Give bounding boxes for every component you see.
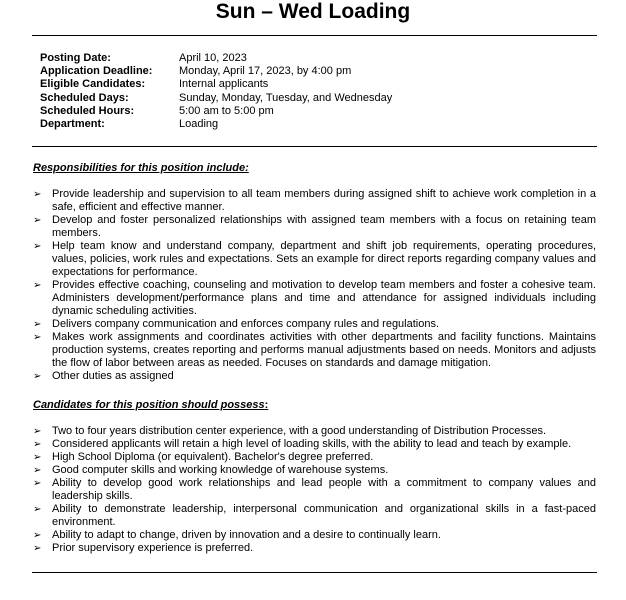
arrow-bullet-icon: ➢: [33, 241, 42, 252]
arrow-bullet-icon: ➢: [33, 439, 42, 450]
detail-label: Eligible Candidates:: [40, 78, 146, 91]
list-item: [33, 331, 596, 370]
posting-details: [40, 52, 392, 131]
list-item-text: Provide leadership and supervision to all team members during assigned shift to achieve work completion in a safe, efficient and effective manner.: [52, 188, 596, 213]
detail-value: April 10, 2023: [179, 52, 247, 64]
detail-label: Application Deadline:: [40, 65, 153, 78]
divider-bottom: [32, 572, 597, 573]
arrow-bullet-icon: ➢: [33, 319, 42, 330]
arrow-bullet-icon: ➢: [33, 530, 42, 541]
list-item-text: Prior supervisory experience is preferred.: [52, 542, 254, 554]
detail-label: Scheduled Days:: [40, 91, 129, 104]
list-item-text: Other duties as assigned: [52, 370, 174, 382]
list-item-text: Ability to adapt to change, driven by innovation and a desire to continually learn.: [52, 529, 441, 541]
list-item-text: Good computer skills and working knowledge of warehouse systems.: [52, 464, 389, 476]
arrow-bullet-icon: ➢: [33, 426, 42, 437]
list-item: [33, 425, 596, 438]
list-item: [33, 370, 596, 383]
detail-row: [40, 105, 392, 118]
arrow-bullet-icon: ➢: [33, 504, 42, 515]
divider-top: [32, 35, 597, 36]
list-item-text: Develop and foster personalized relationships with assigned team members with a focus on retaining team members.: [52, 214, 596, 239]
arrow-bullet-icon: ➢: [33, 189, 42, 200]
list-item: [33, 464, 596, 477]
list-item: [33, 503, 596, 529]
list-item: [33, 438, 596, 451]
responsibilities-heading: Responsibilities for this position include:: [33, 162, 249, 174]
qualifications-heading-text: Candidates for this position should possess: [33, 399, 265, 411]
arrow-bullet-icon: ➢: [33, 280, 42, 291]
qualifications-list: [33, 425, 596, 555]
arrow-bullet-icon: ➢: [33, 478, 42, 489]
detail-row: [40, 78, 392, 91]
detail-value: Monday, April 17, 2023, by 4:00 pm: [179, 65, 352, 78]
list-item: [33, 542, 596, 555]
list-item-text: High School Diploma (or equivalent). Bachelor's degree preferred.: [52, 451, 374, 463]
list-item: [33, 188, 596, 214]
arrow-bullet-icon: ➢: [33, 371, 42, 382]
list-item-text: Ability to demonstrate leadership, interpersonal communication and organizational skills in a fast-paced environment.: [52, 503, 596, 528]
arrow-bullet-icon: ➢: [33, 215, 42, 226]
arrow-bullet-icon: ➢: [33, 465, 42, 476]
detail-label: Department:: [40, 117, 105, 130]
list-item: [33, 214, 596, 240]
qualifications-heading-colon: :: [264, 399, 269, 411]
list-item: [33, 477, 596, 503]
detail-value: 5:00 am to 5:00 pm: [179, 104, 274, 117]
list-item-text: Provides effective coaching, counseling and motivation to develop team members and foster a cohesive team. Administers development/performance plans and time and attendance for assigned individuals including dynamic scheduling activities.: [52, 279, 596, 317]
list-item: [33, 529, 596, 542]
detail-value: Internal applicants: [179, 78, 269, 91]
list-item-text: Two to four years distribution center experience, with a good understanding of Distribution Processes.: [52, 425, 547, 437]
list-item: [33, 279, 596, 318]
list-item-text: Makes work assignments and coordinates activities with other departments and facility functions. Maintains production systems, creates reporting and performs manual adjustments based on needs. Monitors and adjusts the flow of labor between areas as needed. Focuses on standards and damage mitigation.: [52, 331, 596, 369]
detail-value: Sunday, Monday, Tuesday, and Wednesday: [179, 91, 393, 104]
detail-label: Scheduled Hours:: [40, 104, 135, 117]
list-item-text: Help team know and understand company, department and shift job requirements, operating procedures, values, policies, work rules and expectations. Sets an example for direct reports regarding company values and expectations for performance.: [52, 240, 596, 278]
detail-value: Loading: [179, 117, 219, 130]
list-item-text: Delivers company communication and enforces company rules and regulations.: [52, 318, 440, 330]
list-item: [33, 451, 596, 464]
arrow-bullet-icon: ➢: [33, 332, 42, 343]
document-title: Sun – Wed Loading: [215, 0, 411, 23]
arrow-bullet-icon: ➢: [33, 452, 42, 463]
divider-middle: [32, 146, 597, 147]
qualifications-heading: [33, 399, 268, 412]
list-item-text: Considered applicants will retain a high level of loading skills, with the ability to lead and teach by example.: [52, 438, 572, 450]
detail-row: [40, 118, 392, 131]
list-item: [33, 318, 596, 331]
list-item-text: Ability to develop good work relationships and lead people with a commitment to company values and leadership skills.: [52, 477, 596, 502]
responsibilities-list: [33, 188, 596, 383]
detail-label: Posting Date:: [40, 52, 111, 64]
detail-row: [40, 92, 392, 105]
detail-row: [40, 52, 392, 65]
detail-row: [40, 65, 392, 78]
arrow-bullet-icon: ➢: [33, 543, 42, 554]
list-item: [33, 240, 596, 279]
